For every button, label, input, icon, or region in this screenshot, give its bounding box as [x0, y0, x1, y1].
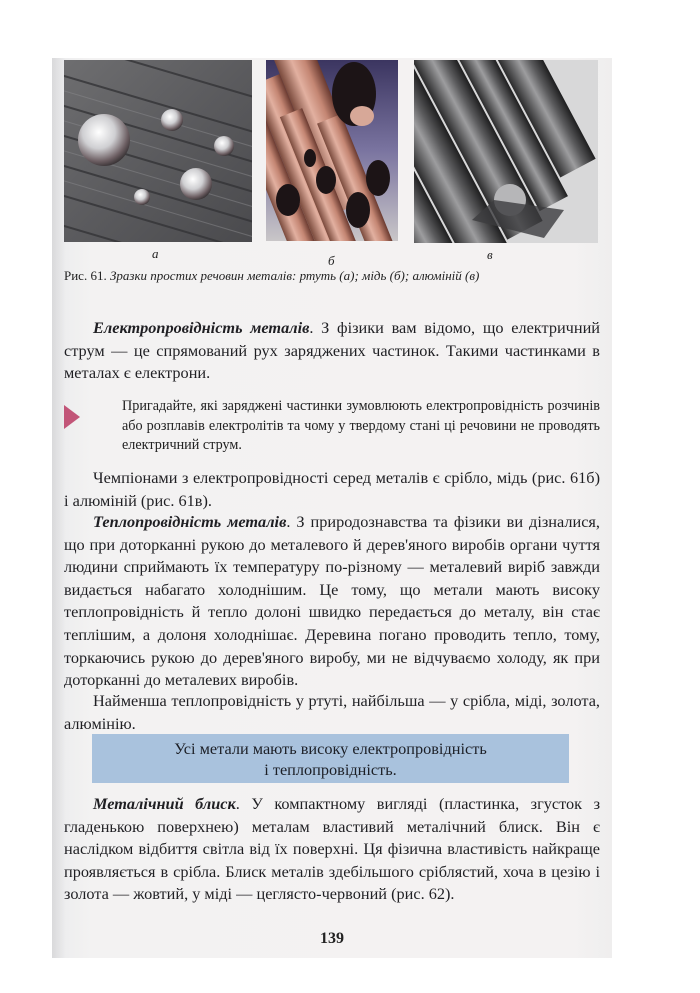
term-metallic-luster: Металічний блиск	[93, 794, 236, 813]
paragraph-text: . З фізики вам відомо, що електричний струм — це спрямований рух заряджених частинок. Такими частинками в металах є електрони.	[64, 318, 600, 383]
textbook-page	[52, 58, 612, 958]
paragraph-metallic-luster	[64, 793, 600, 906]
paragraph-least-conductivity	[64, 690, 600, 735]
photo-mercury	[64, 60, 252, 242]
key-fact-line-1: Усі метали мають високу електропровідність	[174, 738, 487, 758]
reminder-question: Пригадайте, які заряджені частинки зумовлюють електропровідність розчинів або розплавів електролітів та чому у твердому стані ці речовини не проводять електричний струм.	[122, 398, 600, 454]
photo-copper	[266, 60, 398, 241]
paragraph-text: . З природознавства та фізики ви дізналися, що при доторканні рукою до металевого й дерев'яного виробів органи чуття людини сприймають їх температуру по-різному — металевий виріб завжди видається набагато холоднішим. Це тому, що метали мають високу теплопровідність й тепло долоні швидко передається до металу, він стає теплішим, а долоня холоднішає. Деревина погано проводить тепло, тому, торкаючись рукою до дерев'яного виробу, ми не відчуваємо холоду, як при доторканні до металевих виробів.	[64, 512, 600, 690]
page-number: 139	[320, 930, 344, 947]
term-thermoconductivity: Теплопровідність металів	[93, 512, 287, 531]
photo-label-a: а	[152, 246, 159, 261]
key-fact-line-2: і теплопровідність.	[264, 759, 397, 779]
paragraph-electroconductivity	[64, 317, 600, 385]
figure-number: Рис. 61.	[64, 268, 107, 283]
aluminium-image	[414, 60, 598, 243]
paragraph-text: . У компактному вигляді (пластинка, згусток з гладенькою поверхнею) металам властивий металічний блиск. Він є наслідком відбиття світла від їх поверхні. Ця фізична властивість найкраще проявляється в срібла. Блиск металів здебільшого сріблястий, хоча в цезію і золота — жовтий, у міді — цеглясто-червоний (рис. 62).	[64, 794, 600, 904]
paragraph-text: Найменша теплопровідність у ртуті, найбільша — у срібла, міді, золота, алюмінію.	[64, 691, 600, 733]
paragraph-text: Чемпіонами з електропровідності серед металів є срібло, мідь (рис. 61б) і алюміній (рис. 61в).	[64, 468, 600, 510]
figure-caption-text: Зразки простих речовин металів: ртуть (а); мідь (б); алюміній (в)	[109, 268, 480, 283]
key-fact-box	[92, 734, 569, 783]
copper-image	[266, 60, 398, 241]
mercury-image	[64, 60, 252, 242]
photo-aluminium	[414, 60, 598, 243]
photo-label-b: б	[328, 253, 335, 268]
term-electroconductivity: Електропровідність металів	[93, 318, 310, 337]
paragraph-thermoconductivity	[64, 511, 600, 692]
photo-label-c: в	[487, 247, 493, 262]
paragraph-champions	[64, 467, 600, 512]
figure-caption	[64, 268, 604, 284]
triangle-marker-icon	[64, 405, 80, 429]
